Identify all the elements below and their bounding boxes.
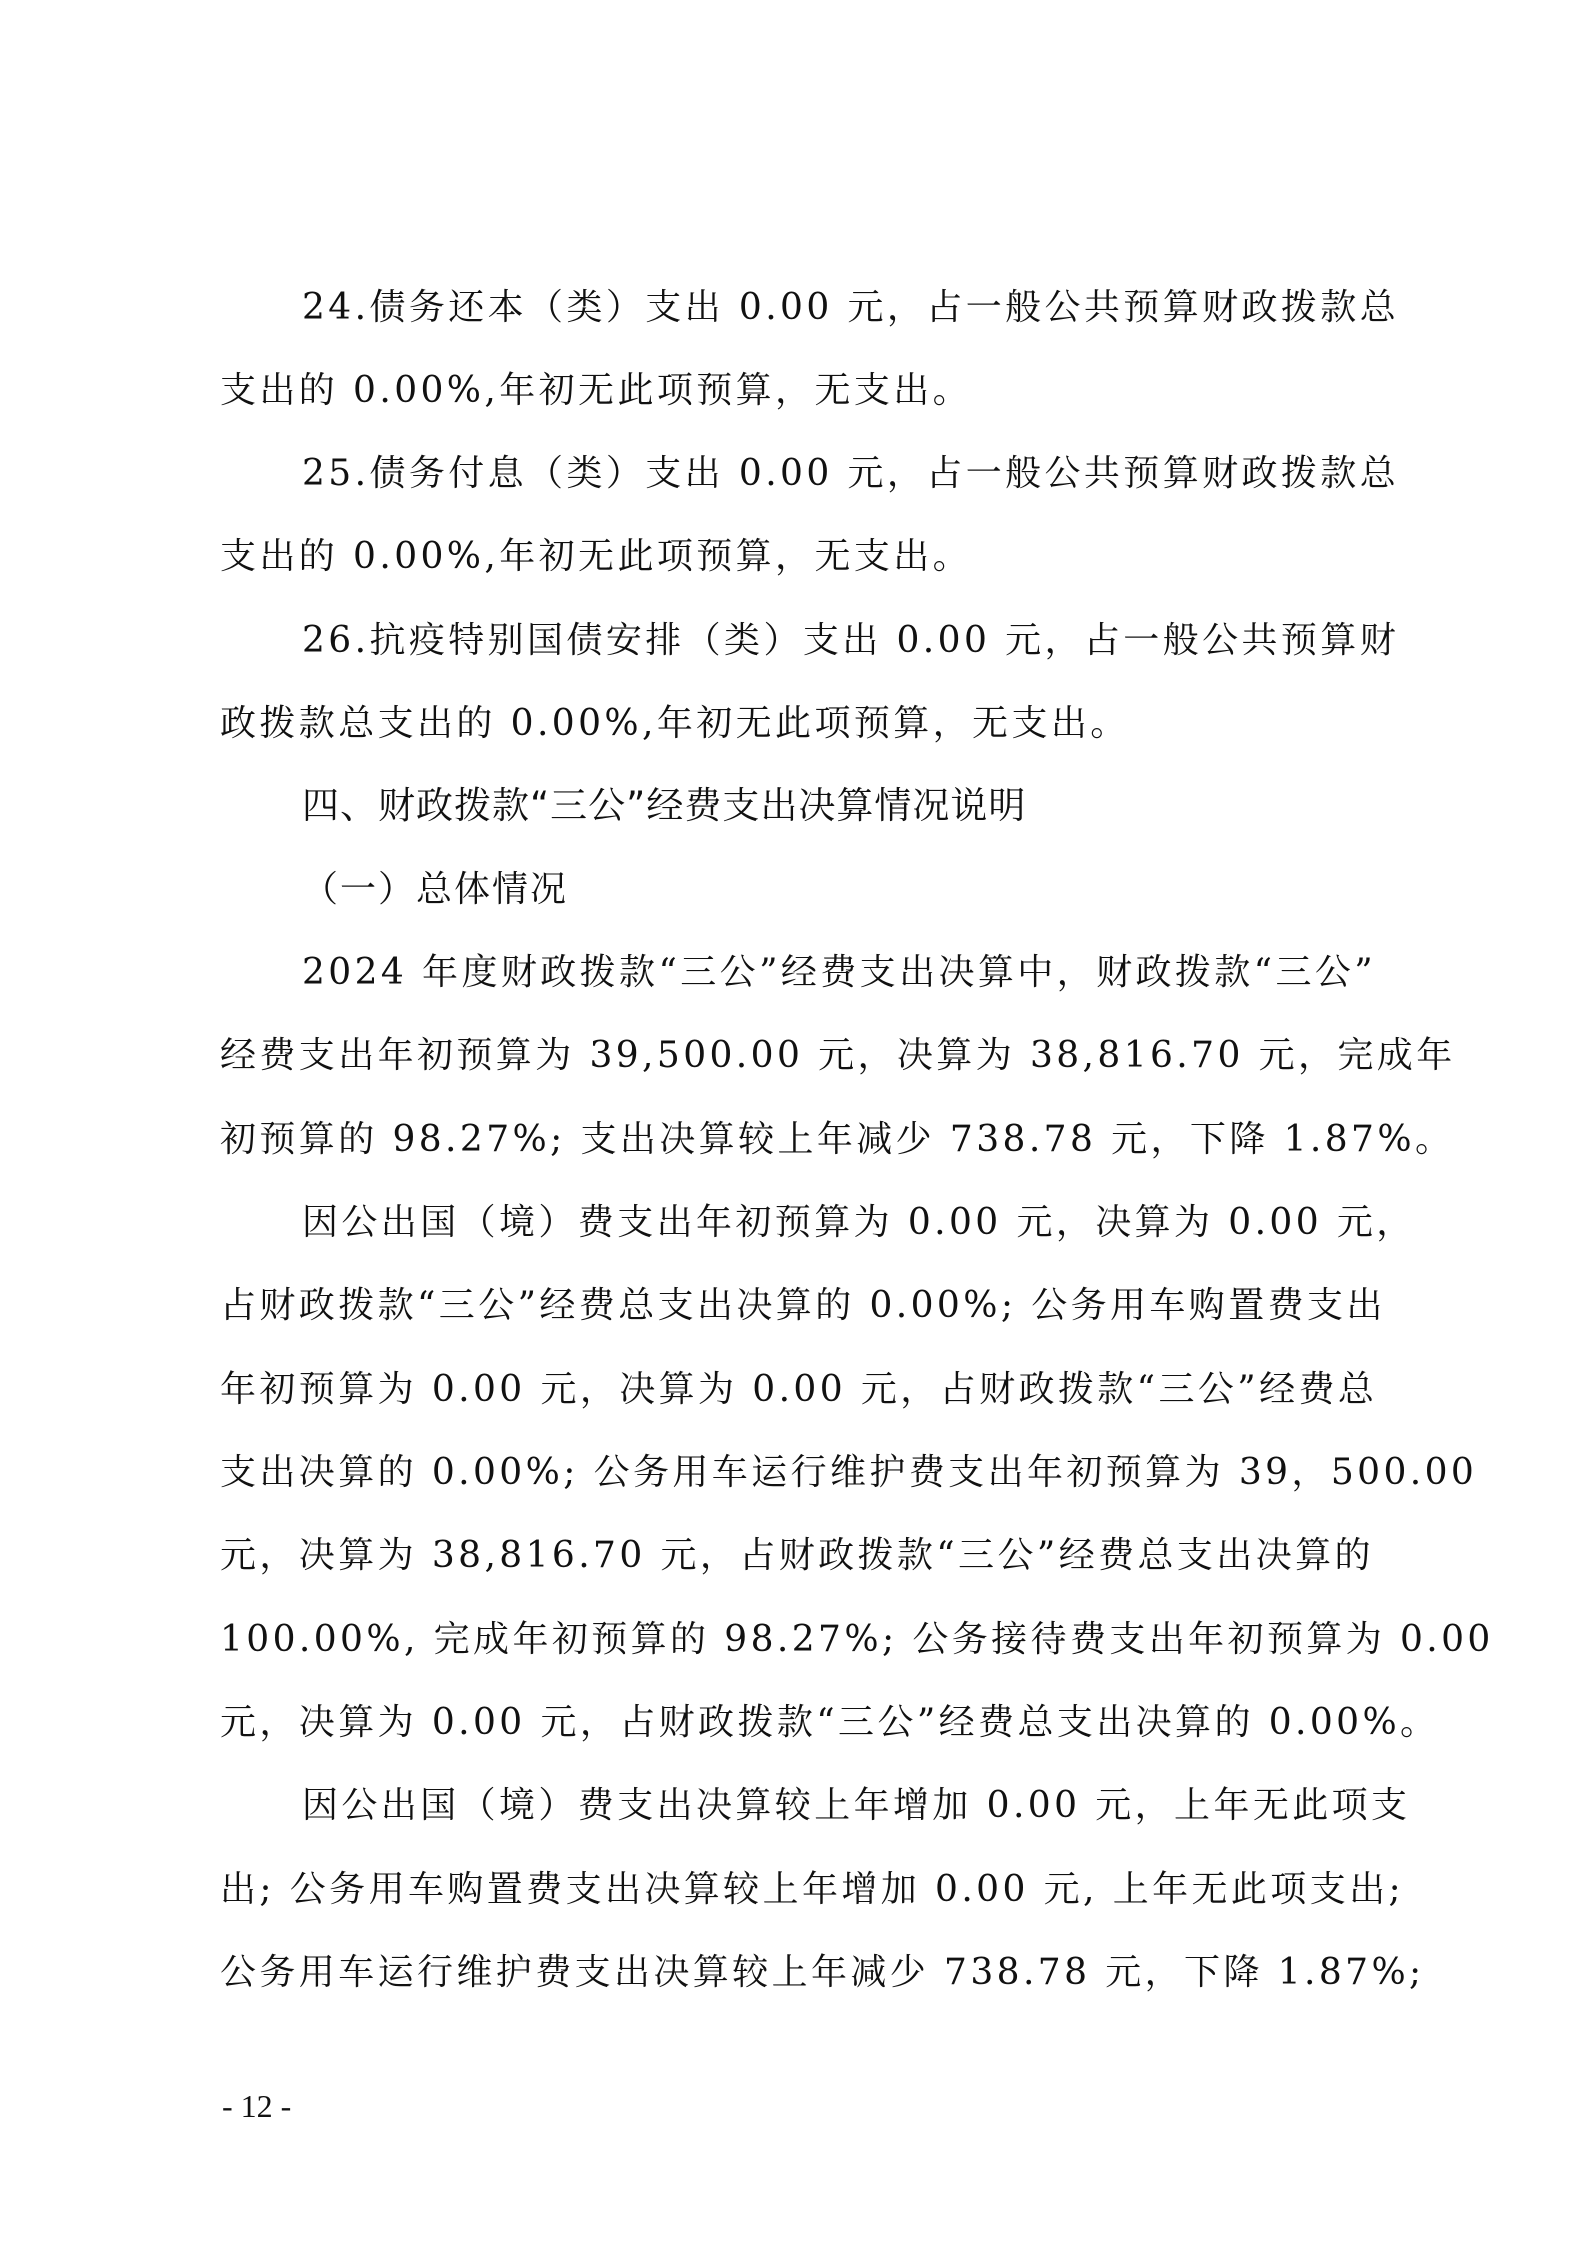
paragraph-3-line-3: 公务用车运行维护费支出决算较上年减少 738.78 元，下降 1.87%; — [220, 1952, 1425, 1993]
item-25-line-2: 支出的 0.00%,年初无此项预算，无支出。 — [220, 536, 973, 577]
paragraph-2-line-1: 因公出国（境）费支出年初预算为 0.00 元，决算为 0.00 元， — [302, 1202, 1416, 1243]
item-26-line-2: 政拨款总支出的 0.00%,年初无此项预算，无支出。 — [220, 703, 1130, 744]
paragraph-3-line-2: 出; 公务用车购置费支出决算较上年增加 0.00 元, 上年无此项支出; — [220, 1869, 1405, 1910]
item-24-line-1: 24.债务还本（类）支出 0.00 元，占一般公共预算财政拨款总 — [302, 287, 1400, 328]
section-heading: 四、财政拨款“三公”经费支出决算情况说明 — [302, 784, 1027, 827]
page-number: - 12 - — [222, 2088, 292, 2124]
paragraph-3-line-1: 因公出国（境）费支出决算较上年增加 0.00 元，上年无此项支 — [302, 1785, 1411, 1826]
paragraph-1-line-3: 初预算的 98.27%; 支出决算较上年减少 738.78 元，下降 1.87%。 — [220, 1119, 1455, 1160]
paragraph-2-line-3: 年初预算为 0.00 元，决算为 0.00 元，占财政拨款“三公”经费总 — [220, 1369, 1378, 1410]
item-24-line-2: 支出的 0.00%,年初无此项预算，无支出。 — [220, 370, 973, 411]
item-26-line-1: 26.抗疫特别国债安排（类）支出 0.00 元，占一般公共预算财 — [302, 620, 1400, 661]
paragraph-2-line-5: 元，决算为 38,816.70 元，占财政拨款“三公”经费总支出决算的 — [220, 1535, 1374, 1576]
paragraph-2-line-2: 占财政拨款“三公”经费总支出决算的 0.00%; 公务用车购置费支出 — [220, 1285, 1386, 1326]
subsection-heading: （一）总体情况 — [302, 869, 569, 910]
paragraph-1-line-1: 2024 年度财政拨款“三公”经费支出决算中，财政拨款“三公” — [302, 952, 1377, 993]
item-25-line-1: 25.债务付息（类）支出 0.00 元，占一般公共预算财政拨款总 — [302, 453, 1400, 494]
paragraph-2-line-7: 元，决算为 0.00 元，占财政拨款“三公”经费总支出决算的 0.00%。 — [220, 1702, 1440, 1743]
paragraph-2-line-6: 100.00%, 完成年初预算的 98.27%; 公务接待费支出年初预算为 0.00 — [220, 1619, 1494, 1660]
paragraph-1-line-2: 经费支出年初预算为 39,500.00 元，决算为 38,816.70 元，完成年 — [220, 1035, 1456, 1076]
paragraph-2-line-4: 支出决算的 0.00%; 公务用车运行维护费支出年初预算为 39，500.00 — [220, 1452, 1478, 1493]
